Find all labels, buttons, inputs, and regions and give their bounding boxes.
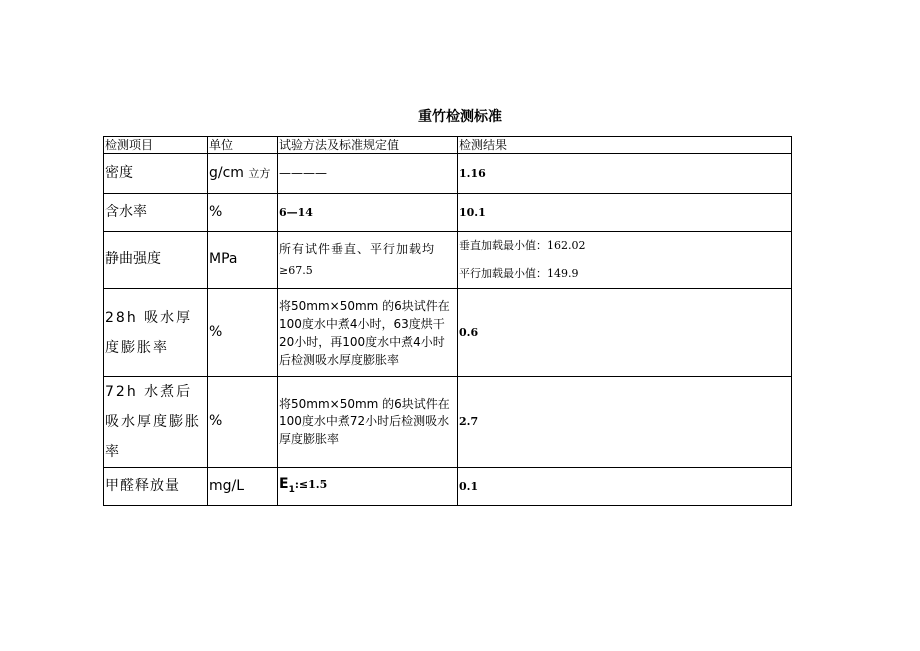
table-row <box>104 289 792 377</box>
method-cell: ———— <box>278 154 458 194</box>
unit-cell <box>208 154 278 194</box>
unit-cell: % <box>208 377 278 468</box>
method-main: E <box>279 476 289 493</box>
table-row <box>104 232 792 289</box>
method-cell: 6—14 <box>278 194 458 232</box>
table-row <box>104 377 792 468</box>
item-cell: 甲醛释放量 <box>104 468 208 506</box>
item-cell: 静曲强度 <box>104 232 208 289</box>
table-row <box>104 468 792 506</box>
item-cell: 28h 吸水厚度膨胀率 <box>104 289 208 377</box>
result-cell: 1.16 <box>458 154 792 194</box>
method-line: ≥67.5 <box>279 264 313 277</box>
table-header-row <box>104 137 792 154</box>
result-cell <box>458 232 792 289</box>
header-method: 试验方法及标准规定值 <box>278 137 458 154</box>
unit-cell: MPa <box>208 232 278 289</box>
method-cell <box>278 232 458 289</box>
unit-cell: % <box>208 194 278 232</box>
unit-main: g/cm <box>209 164 244 181</box>
method-sub: 1 <box>288 485 295 496</box>
table-row <box>104 194 792 232</box>
result-cell: 0.1 <box>458 468 792 506</box>
item-cell: 72h 水煮后吸水厚度膨胀率 <box>104 377 208 468</box>
table-row <box>104 154 792 194</box>
result-line: 垂直加载最小值：162.02 <box>459 239 586 252</box>
method-line: 所有试件垂直、平行加载均 <box>279 242 436 256</box>
header-item: 检测项目 <box>104 137 208 154</box>
unit-cell: mg/L <box>208 468 278 506</box>
header-result: 检测结果 <box>458 137 792 154</box>
method-tail: :≤1.5 <box>294 478 328 492</box>
unit-cell: % <box>208 289 278 377</box>
unit-sub: 立方 <box>248 166 271 180</box>
page-title: 重竹检测标准 <box>418 109 502 125</box>
method-cell <box>278 468 458 506</box>
method-cell: 将50mm×50mm 的6块试件在100度水中煮72小时后检测吸水厚度膨胀率 <box>278 377 458 468</box>
method-cell: 将50mm×50mm 的6块试件在100度水中煮4小时，63度烘干20小时，再100度水中煮4小时后检测吸水厚度膨胀率 <box>278 289 458 377</box>
result-line: 平行加载最小值：149.9 <box>459 267 579 280</box>
result-cell: 10.1 <box>458 194 792 232</box>
result-cell: 0.6 <box>458 289 792 377</box>
header-unit: 单位 <box>208 137 278 154</box>
item-cell: 密度 <box>104 154 208 194</box>
standards-table <box>103 136 792 506</box>
result-cell: 2.7 <box>458 377 792 468</box>
item-cell: 含水率 <box>104 194 208 232</box>
